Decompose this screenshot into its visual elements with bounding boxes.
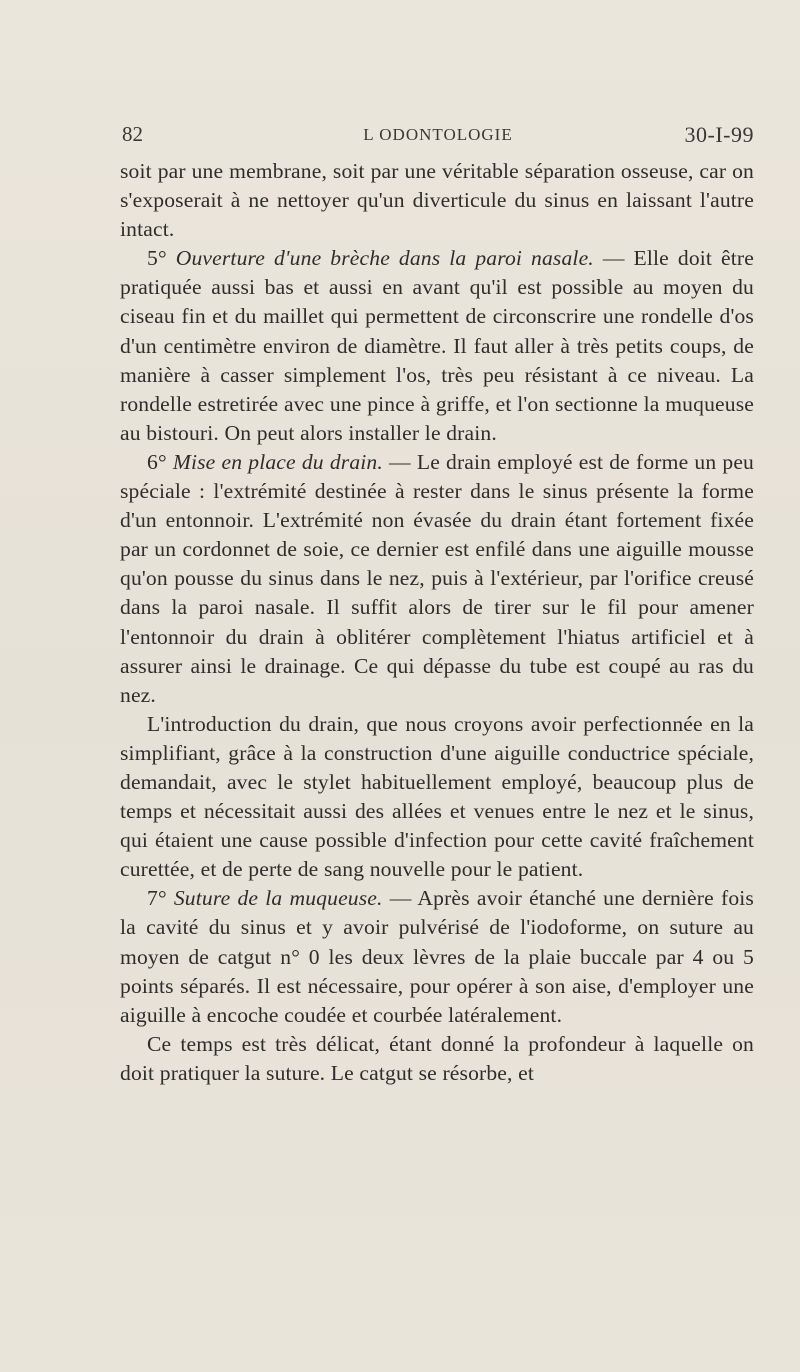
section-heading: Suture de la muqueuse. [173,886,383,911]
page-number: 82 [122,122,143,146]
paragraph [120,157,754,244]
paragraph-text: L'introduction du drain, que nous croyons avoir perfectionnée en la simplifiant, grâce à la construction d'une aiguille conductrice spéciale, demandait, avec le stylet habituellement employé, beaucoup plus de temps et nécessitait aussi des allées et venues entre le nez et le sinus, qui étaient une cause possible d'infection pour cette cavité fraîchement curettée, et de perte de sang nouvelle pour le patient. [120,711,754,882]
paragraph-text: — Après avoir étanché une dernière fois la cavité du sinus et y avoir pulvérisé de l'iodoforme, on suture au moyen de catgut n° 0 les deux lèvres de la plaie buccale par 4 ou 5 points séparés. Il est nécessaire, pour opérer à son aise, d'employer une aiguille à encoche coudée et courbée latéralement. [120,886,754,1027]
journal-title: L ODONTOLOGIE [363,125,513,144]
section-number: 5° [147,246,167,271]
running-header [122,122,754,152]
section-number: 6° [147,449,167,474]
section-paragraph [120,244,754,448]
section-paragraph [120,884,754,1029]
issue-date: 30-I-99 [684,122,754,147]
paragraph [120,710,754,885]
section-number: 7° [147,886,167,911]
section-paragraph [120,448,754,710]
body-text [120,157,754,1088]
paragraph-text: Ce temps est très délicat, étant donné la profondeur à laquelle on doit pratiquer la suture. Le catgut se résorbe, et [120,1031,754,1085]
paragraph-text: — Elle doit être pratiquée aussi bas et aussi en avant qu'il est possible au moyen du ciseau fin et du maillet qui permettent de circonscrire une rondelle d'os d'un centimètre environ de diamètre. Il faut aller à très petits coups, de manière à casser simplement l'os, très peu résistant à ce niveau. La rondelle estretirée avec une pince à griffe, et l'on sectionne la muqueuse au bistouri. On peut alors installer le drain. [120,246,754,445]
section-heading: Mise en place du drain. [172,449,383,474]
paragraph-text: soit par une membrane, soit par une véritable séparation osseuse, car on s'exposerait à ne nettoyer qu'un diverticule du sinus en laissant l'autre intact. [120,159,754,242]
paragraph [120,1030,754,1088]
section-heading: Ouverture d'une brèche dans la paroi nasale. [175,246,594,271]
paragraph-text: — Le drain employé est de forme un peu spéciale : l'extrémité destinée à rester dans le sinus présente la forme d'un entonnoir. L'extrémité non évasée du drain étant fortement fixée par un cordonnet de soie, ce dernier est enfilé dans une aiguille mousse qu'on pousse du sinus dans le nez, puis à l'extérieur, par l'orifice creusé dans la paroi nasale. Il suffit alors de tirer sur le fil pour amener l'entonnoir du drain à oblitérer complètement l'hiatus artificiel et à assurer ainsi le drainage. Ce qui dépasse du tube est coupé au ras du nez. [120,449,754,707]
